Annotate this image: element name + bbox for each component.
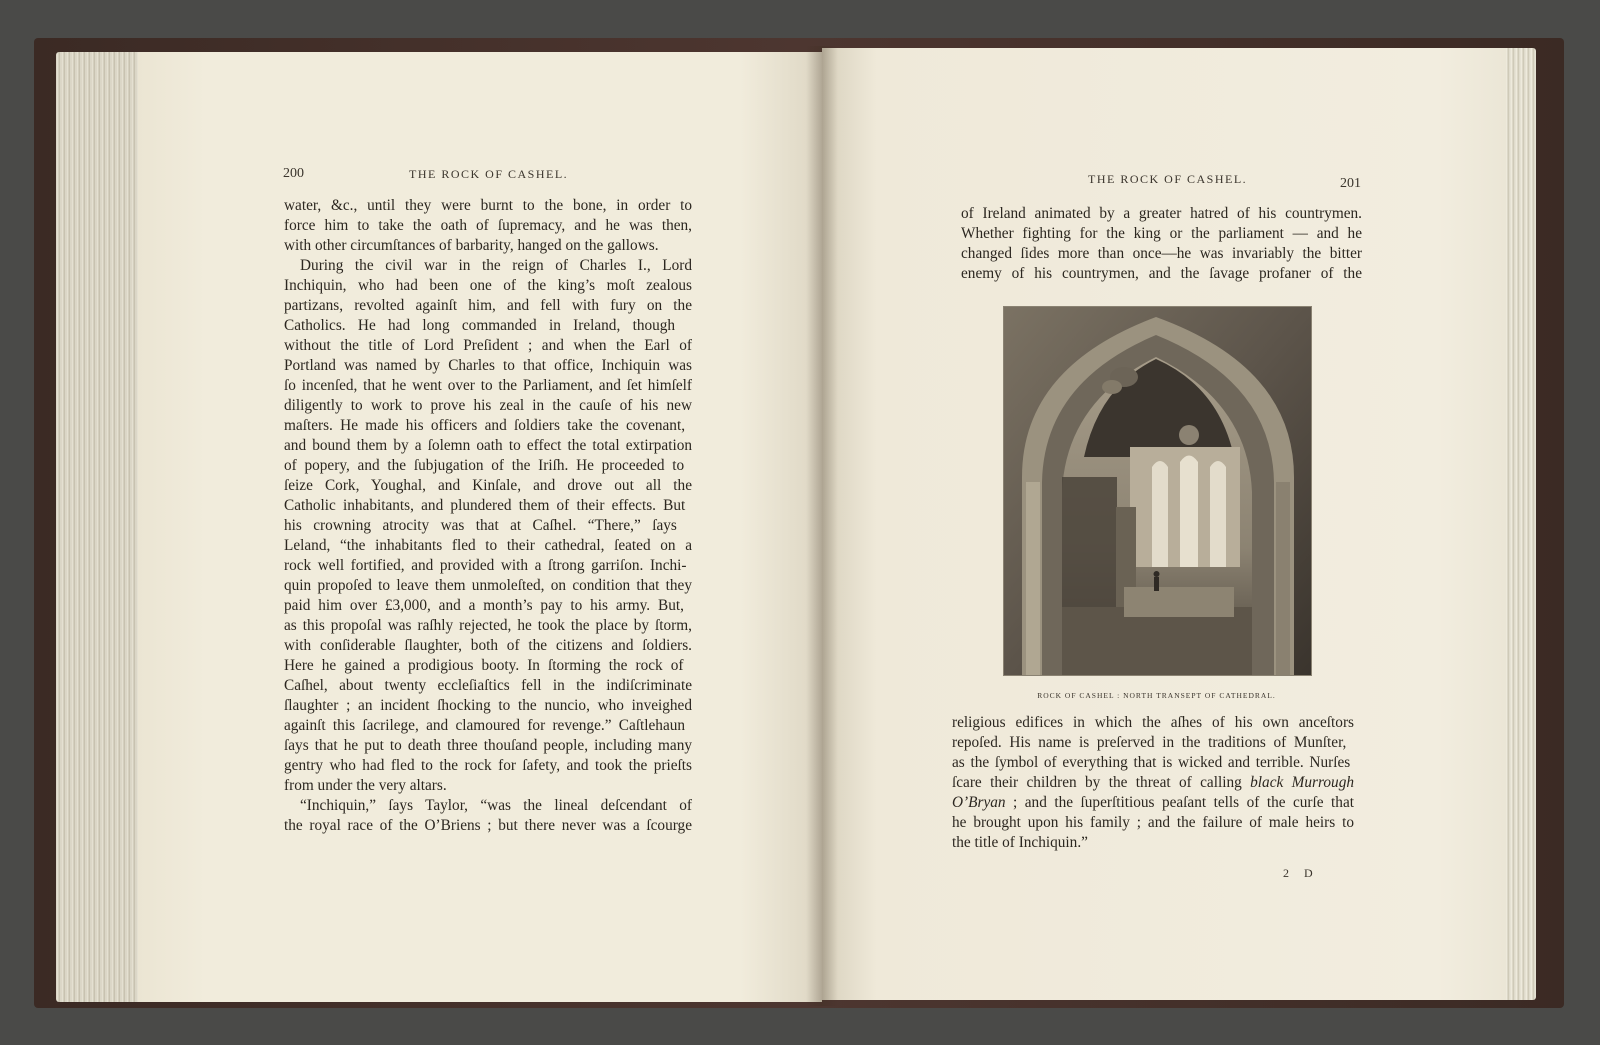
text-line: without the title of Lord Preſident ; and when the Earl of: [284, 337, 692, 354]
text-line: ſays that he put to death three thouſand people, including many: [284, 737, 692, 754]
text-line: the title of Inchiquin.”: [952, 834, 1088, 851]
text-line: ſo incenſed, that he went over to the Parliament, and ſet himſelf: [284, 377, 692, 394]
text-line: partizans, revolted againſt him, and fell with fury on the: [284, 297, 692, 314]
cathedral-photograph: [1003, 306, 1312, 676]
text-line: Portland was named by Charles to that office, Inchiquin was: [284, 357, 692, 374]
right-page-number: 201: [1340, 176, 1361, 191]
text-line-with-italic: [952, 773, 1354, 793]
text-line: force him to take the oath of ſupremacy, and he was then,: [284, 217, 692, 234]
text-line: ſcare their children by the threat of calling: [952, 774, 1242, 791]
text-line: the royal race of the O’Briens ; but there never was a ſcourge: [284, 817, 692, 834]
text-line: O’Bryan ; and the ſuperſtitious peaſant tells of the curſe that: [952, 794, 1354, 811]
text-line: he brought upon his family ; and the failure of male heirs to: [952, 814, 1354, 831]
text-line: diligently to work to prove his zeal in the cauſe of his new: [284, 397, 692, 414]
text-line: gentry who had fled to the rock for ſafety, and took the prieſts: [284, 757, 692, 774]
text-line: and bound them by a ſolemn oath to effect the total extirpation: [284, 437, 692, 454]
plate-caption: ROCK OF CASHEL : NORTH TRANSEPT OF CATHEDRAL.: [1037, 691, 1276, 700]
left-running-head: THE ROCK OF CASHEL.: [409, 167, 569, 181]
italic-phrase-continued: O’Bryan: [952, 794, 1006, 811]
text-line: of popery, and the ſubjugation of the Iriſh. He proceeded to: [284, 457, 685, 474]
text-line: his crowning atrocity was that at Caſhel. “There,” ſays: [284, 517, 677, 534]
page-edges-left: [56, 52, 148, 1002]
text-line: religious edifices in which the aſhes of his own anceſtors: [952, 714, 1354, 731]
text-line: During the civil war in the reign of Charles I., Lord: [300, 257, 692, 274]
text-line: ſlaughter ; an incident ſhocking to the nuncio, who inveighed: [284, 697, 692, 714]
text-line: “Inchiquin,” ſays Taylor, “was the lineal deſcendant of: [300, 797, 692, 814]
text-line: changed ſides more than once—he was invariably the bitter: [961, 245, 1362, 262]
text-line: againſt this ſacrilege, and clamoured for revenge.” Caſtlehaun: [284, 717, 686, 734]
text-line: paid him over £3,000, and a month’s pay to his army. But,: [284, 597, 684, 614]
text-line: with other circumſtances of barbarity, hanged on the gallows.: [284, 237, 659, 254]
text-line: as the ſymbol of everything that is wicked and terrible. Nurſes: [952, 754, 1351, 771]
right-running-head: THE ROCK OF CASHEL.: [1088, 172, 1248, 186]
text-line: Catholics. He had long commanded in Ireland, though: [284, 317, 676, 334]
text-line: water, &c., until they were burnt to the bone, in order to: [284, 197, 692, 214]
text-line: Here he gained a prodigious booty. In ſtorming the rock of: [284, 657, 684, 674]
text-line: of Ireland animated by a greater hatred of his countrymen.: [961, 205, 1362, 222]
text-line: Caſhel, about twenty eccleſiaſtics fell in the indiſcriminate: [284, 677, 692, 694]
text-line: Leland, “the inhabitants fled to their cathedral, ſeated on a: [284, 537, 692, 554]
cathedral-arch-image: [1004, 307, 1311, 675]
left-page-number: 200: [283, 166, 304, 181]
signature-mark: 2 D: [1283, 866, 1319, 880]
text-line: repoſed. His name is preſerved in the traditions of Munſter,: [952, 734, 1347, 751]
text-line: ſeize Cork, Youghal, and Kinſale, and drove out all the: [284, 477, 692, 494]
text-line: maſters. He made his officers and ſoldiers take the covenant,: [284, 417, 686, 434]
text-line: from under the very altars.: [284, 777, 447, 794]
right-body-text-top: [961, 204, 1362, 284]
book-gutter: [806, 46, 838, 1006]
text-line: Catholic inhabitants, and plundered them of their effects. But: [284, 497, 686, 514]
text-line: quin propoſed to leave them unmoleſted, on condition that they: [284, 577, 692, 594]
right-body-text-bottom: [952, 713, 1354, 853]
text-line: with conſiderable ſlaughter, both of the citizens and ſoldiers.: [284, 637, 692, 654]
text-line: as this propoſal was raſhly rejected, he took the place by ſtorm,: [284, 617, 692, 634]
italic-phrase: black Murrough: [1250, 774, 1354, 791]
left-body-text: [284, 196, 692, 836]
text-line: enemy of his countrymen, and the ſavage profaner of the: [961, 265, 1362, 282]
text-line: rock well fortified, and provided with a ſtrong garriſon. Inchi-: [284, 557, 687, 574]
text-line: Inchiquin, who had been one of the king’s moſt zealous: [284, 277, 692, 294]
text-line: Whether fighting for the king or the parliament — and he: [961, 225, 1362, 242]
